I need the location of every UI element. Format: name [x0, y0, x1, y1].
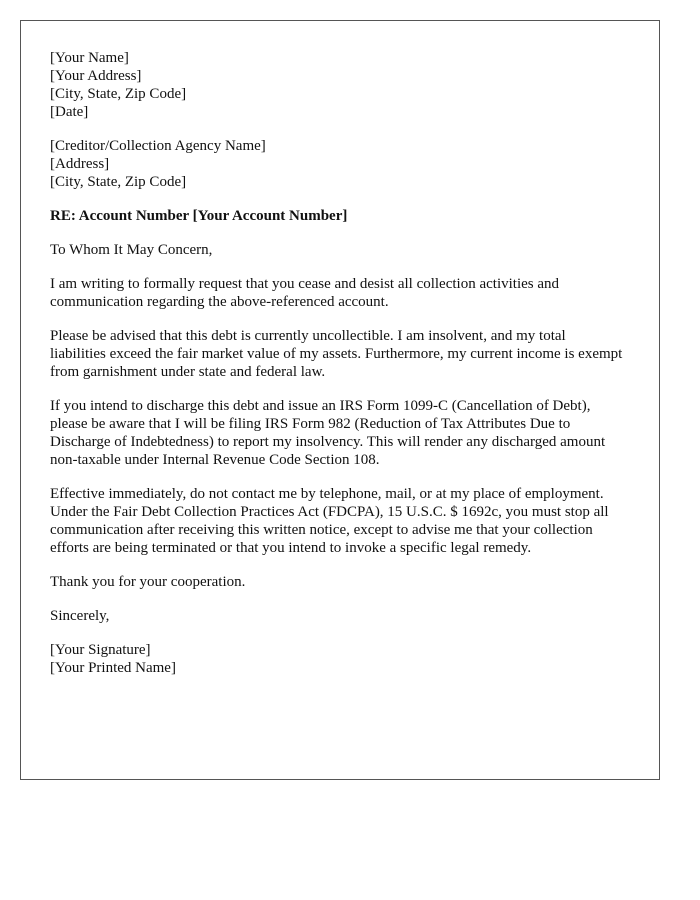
sender-address: [Your Address] [50, 68, 142, 84]
sender-block [50, 49, 625, 121]
salutation: To Whom It May Concern, [50, 242, 213, 258]
signature-block [50, 641, 625, 677]
letter-page [20, 20, 660, 780]
recipient-city-state-zip: [City, State, Zip Code] [50, 174, 187, 190]
recipient-name: [Creditor/Collection Agency Name] [50, 138, 266, 154]
sender-name: [Your Name] [50, 50, 129, 66]
recipient-address: [Address] [50, 156, 110, 172]
subject-line: RE: Account Number [Your Account Number] [50, 208, 348, 224]
paragraph-form-982: If you intend to discharge this debt and issue an IRS Form 1099-C (Cancellation of Debt), please be aware that I will be filing IRS Form 982 (Reduction of Tax Attributes Due to Discharge of Indebtedness) to report my insolvency. This will render any discharged amount non-taxable under Internal Revenue Code Section 108. [50, 398, 606, 468]
signature-line: [Your Signature] [50, 642, 151, 658]
printed-name: [Your Printed Name] [50, 660, 176, 676]
letter-body [50, 49, 625, 693]
recipient-block [50, 137, 625, 191]
closing: Sincerely, [50, 608, 110, 624]
paragraph-uncollectible: Please be advised that this debt is currently uncollectible. I am insolvent, and my total liabilities exceed the fair market value of my assets. Furthermore, my current income is exempt from garnishment under state and federal law. [50, 328, 623, 380]
paragraph-request: I am writing to formally request that you cease and desist all collection activities and communication regarding the above-referenced account. [50, 276, 560, 310]
letter-date: [Date] [50, 104, 89, 120]
paragraph-thanks: Thank you for your cooperation. [50, 574, 246, 590]
sender-city-state-zip: [City, State, Zip Code] [50, 86, 187, 102]
paragraph-fdcpa: Effective immediately, do not contact me by telephone, mail, or at my place of employment. Under the Fair Debt Collection Practices Act (FDCPA), 15 U.S.C. $ 1692c, you must stop all communication after receiving this written notice, except to advise me that your collection efforts are being terminated or that you intend to invoke a specific legal remedy. [50, 486, 609, 556]
